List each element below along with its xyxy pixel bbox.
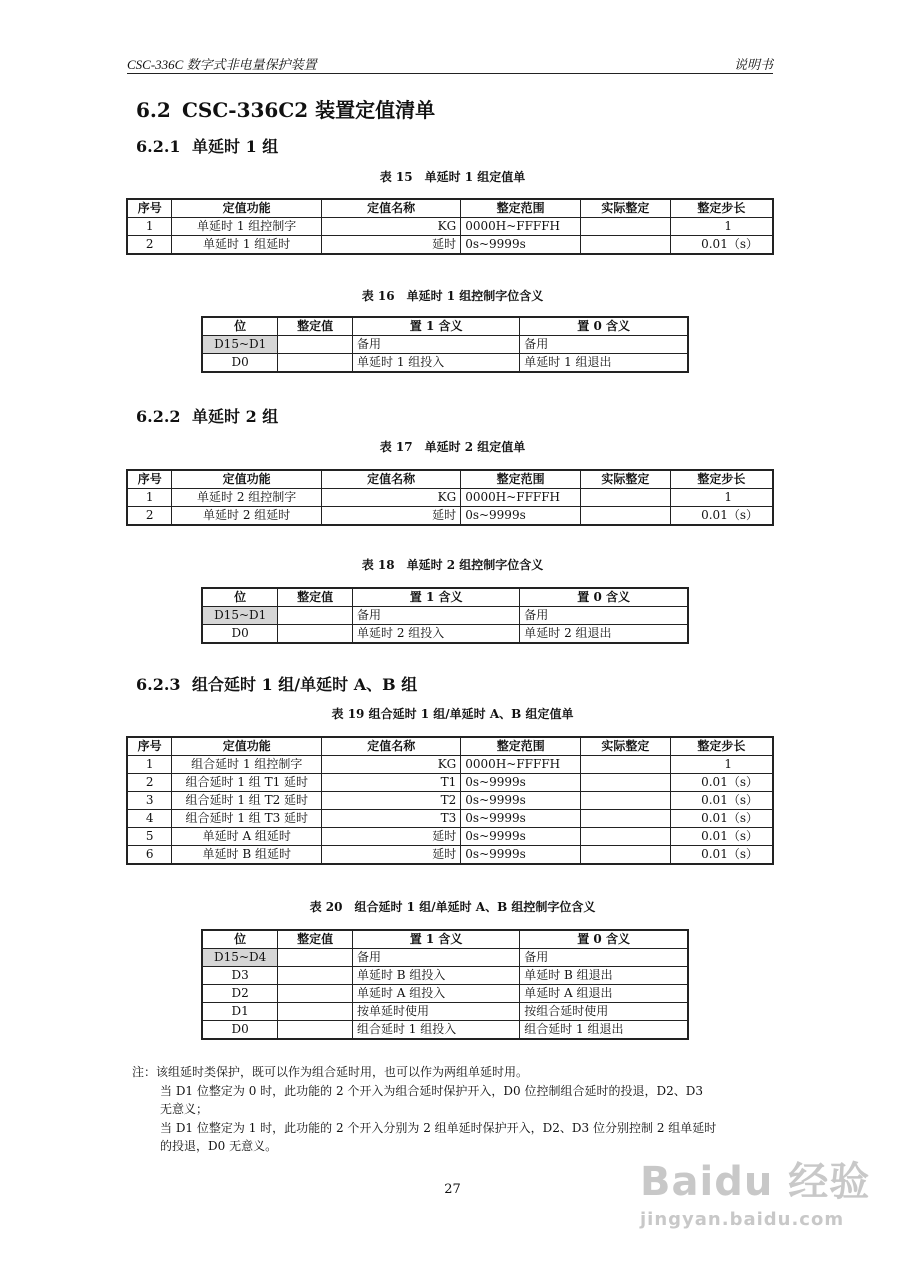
table-caption-18: 表 18 单延时 2 组控制字位含义	[361, 558, 544, 572]
table-row	[202, 985, 688, 1003]
note-line: 注：该组延时类保护，既可以作为组合延时用，也可以作为两组单延时用。	[132, 1065, 529, 1079]
cell-range: 0s~9999s	[461, 792, 581, 810]
cell-function: 单延时 A 组延时	[172, 828, 322, 846]
cell-set1: 单延时 A 组投入	[352, 985, 519, 1003]
cell-index: 2	[127, 507, 172, 526]
table-caption-16: 表 16 单延时 1 组控制字位含义	[361, 289, 544, 303]
cell-set1: 备用	[352, 949, 519, 967]
cell-actual	[581, 810, 671, 828]
cell-set0: 按组合延时使用	[520, 1003, 688, 1021]
col-header: 置 1 含义	[353, 317, 520, 336]
cell-step: 1	[670, 489, 773, 507]
table-caption-15: 表 15 单延时 1 组定值单	[379, 170, 526, 184]
col-header: 整定范围	[461, 470, 581, 489]
subsection-number: 6.2.2	[136, 407, 181, 426]
cell-index: 1	[127, 489, 172, 507]
cell-value	[278, 949, 353, 967]
col-header: 整定值	[278, 588, 353, 607]
cell-set0: 单延时 B 组退出	[520, 967, 688, 985]
cell-range: 0000H~FFFFH	[461, 489, 581, 507]
cell-bit: D1	[202, 1003, 278, 1021]
cell-step: 0.01（s）	[670, 507, 773, 526]
cell-name: T2	[322, 792, 461, 810]
cell-index: 5	[127, 828, 172, 846]
section-title: CSC-336C2 装置定值清单	[182, 98, 436, 122]
col-header: 定值名称	[321, 470, 460, 489]
cell-actual	[581, 828, 671, 846]
col-header: 整定步长	[670, 737, 773, 756]
cell-set1: 单延时 2 组投入	[353, 625, 520, 644]
cell-actual	[581, 507, 671, 526]
cell-value	[278, 967, 353, 985]
cell-name: KG	[321, 218, 460, 236]
cell-set0: 单延时 2 组退出	[520, 625, 688, 644]
col-header: 置 1 含义	[353, 588, 520, 607]
subsection-number: 6.2.3	[136, 675, 181, 694]
note-line: 无意义；	[160, 1102, 209, 1116]
subsection-heading-3	[136, 672, 417, 695]
cell-range: 0s~9999s	[461, 774, 581, 792]
note-line: 的投退，D0 无意义。	[160, 1139, 278, 1153]
cell-step: 0.01（s）	[670, 236, 773, 255]
cell-set1: 组合延时 1 组投入	[352, 1021, 519, 1040]
cell-value	[278, 625, 353, 644]
table-row	[202, 967, 688, 985]
section-number: 6.2	[136, 98, 171, 122]
table-row	[127, 792, 773, 810]
cell-function: 组合延时 1 组控制字	[172, 756, 322, 774]
col-header: 实际整定	[581, 737, 671, 756]
subsection-title: 单延时 2 组	[192, 407, 279, 426]
cell-actual	[581, 774, 671, 792]
col-header: 整定值	[278, 317, 353, 336]
cell-set1: 按单延时使用	[352, 1003, 519, 1021]
col-header: 位	[202, 930, 278, 949]
page-number: 27	[444, 1182, 461, 1197]
table-header-row	[127, 470, 773, 489]
cell-step: 0.01（s）	[670, 828, 773, 846]
table-caption-19: 表 19 组合延时 1 组/单延时 A、B 组定值单	[331, 707, 574, 721]
cell-index: 1	[127, 756, 172, 774]
col-header: 定值功能	[172, 470, 322, 489]
cell-range: 0000H~FFFFH	[461, 756, 581, 774]
cell-name: KG	[322, 756, 461, 774]
note-line: 当 D1 位整定为 1 时，此功能的 2 个开入分别为 2 组单延时保护开入，D2、D3 位分别控制 2 组单延时	[160, 1120, 717, 1135]
table-row	[202, 336, 688, 354]
cell-set1: 备用	[353, 607, 520, 625]
table-row	[127, 810, 773, 828]
header-title: CSC-336C 数字式非电量保护装置	[127, 57, 317, 72]
cell-bit: D0	[202, 1021, 278, 1040]
table-header-row	[202, 317, 688, 336]
col-header: 序号	[127, 737, 172, 756]
cell-set1: 备用	[353, 336, 520, 354]
table-row	[127, 846, 773, 865]
col-header: 整定范围	[461, 737, 581, 756]
cell-value	[278, 1021, 353, 1040]
table-header-row	[202, 588, 688, 607]
cell-actual	[581, 792, 671, 810]
cell-index: 3	[127, 792, 172, 810]
watermark-logo: Baidu 经验	[640, 1159, 871, 1205]
table-header-row	[202, 930, 688, 949]
cell-bit: D15~D1	[202, 607, 278, 625]
col-header: 整定值	[278, 930, 353, 949]
cell-function: 组合延时 1 组 T2 延时	[172, 792, 322, 810]
cell-step: 1	[670, 218, 773, 236]
section-heading	[136, 94, 435, 123]
cell-step: 0.01（s）	[670, 792, 773, 810]
col-header: 位	[202, 317, 278, 336]
table-row	[202, 1021, 688, 1040]
cell-name: KG	[321, 489, 460, 507]
cell-set0: 单延时 1 组退出	[520, 354, 688, 373]
subsection-title: 单延时 1 组	[192, 137, 279, 156]
table-caption-17: 表 17 单延时 2 组定值单	[379, 440, 526, 454]
cell-actual	[581, 756, 671, 774]
cell-set0: 备用	[520, 949, 688, 967]
cell-set0: 组合延时 1 组退出	[520, 1021, 688, 1040]
cell-range: 0s~9999s	[461, 828, 581, 846]
cell-range: 0s~9999s	[461, 236, 581, 255]
settings-table-17	[126, 469, 774, 526]
cell-name: 延时	[321, 507, 460, 526]
cell-bit: D2	[202, 985, 278, 1003]
cell-range: 0s~9999s	[461, 507, 581, 526]
baidu-watermark	[640, 1150, 890, 1230]
cell-name: 延时	[321, 236, 460, 255]
table-row	[127, 489, 773, 507]
table-header-row	[127, 199, 773, 218]
cell-actual	[581, 489, 671, 507]
cell-range: 0s~9999s	[461, 810, 581, 828]
bit-table-18	[201, 587, 689, 644]
table-row	[202, 949, 688, 967]
cell-actual	[581, 846, 671, 865]
col-header: 定值功能	[172, 199, 322, 218]
cell-name: T1	[322, 774, 461, 792]
cell-step: 1	[670, 756, 773, 774]
bit-table-20	[201, 929, 689, 1040]
col-header: 置 0 含义	[520, 588, 688, 607]
cell-index: 4	[127, 810, 172, 828]
subsection-number: 6.2.1	[136, 137, 181, 156]
cell-actual	[581, 218, 671, 236]
cell-index: 6	[127, 846, 172, 865]
cell-value	[278, 354, 353, 373]
table-row	[127, 756, 773, 774]
table-row	[202, 1003, 688, 1021]
cell-step: 0.01（s）	[670, 810, 773, 828]
cell-function: 单延时 B 组延时	[172, 846, 322, 865]
cell-bit: D15~D1	[202, 336, 278, 354]
table-row	[127, 236, 773, 255]
table-row	[127, 507, 773, 526]
cell-name: 延时	[322, 846, 461, 865]
cell-function: 组合延时 1 组 T1 延时	[172, 774, 322, 792]
cell-name: T3	[322, 810, 461, 828]
cell-set0: 单延时 A 组退出	[520, 985, 688, 1003]
subsection-title: 组合延时 1 组/单延时 A、B 组	[192, 675, 418, 694]
table-caption-20: 表 20 组合延时 1 组/单延时 A、B 组控制字位含义	[309, 900, 596, 914]
header-rule	[127, 73, 773, 74]
cell-bit: D0	[202, 625, 278, 644]
cell-set1: 单延时 B 组投入	[352, 967, 519, 985]
col-header: 定值名称	[322, 737, 461, 756]
cell-bit: D15~D4	[202, 949, 278, 967]
cell-index: 1	[127, 218, 172, 236]
table-row	[127, 828, 773, 846]
col-header: 位	[202, 588, 278, 607]
col-header: 序号	[127, 470, 172, 489]
page-header	[127, 54, 773, 73]
col-header: 定值功能	[172, 737, 322, 756]
cell-value	[278, 607, 353, 625]
col-header: 实际整定	[581, 470, 671, 489]
cell-step: 0.01（s）	[670, 846, 773, 865]
cell-value	[278, 1003, 353, 1021]
table-row	[202, 625, 688, 644]
cell-value	[278, 985, 353, 1003]
table-row	[127, 218, 773, 236]
settings-table-19	[126, 736, 774, 865]
bit-table-16	[201, 316, 689, 373]
cell-function: 单延时 1 组控制字	[172, 218, 322, 236]
cell-function: 组合延时 1 组 T3 延时	[172, 810, 322, 828]
table-header-row	[127, 737, 773, 756]
col-header: 实际整定	[581, 199, 671, 218]
cell-set0: 备用	[520, 336, 688, 354]
col-header: 序号	[127, 199, 172, 218]
settings-table-15	[126, 198, 774, 255]
cell-function: 单延时 1 组延时	[172, 236, 322, 255]
cell-index: 2	[127, 774, 172, 792]
table-row	[202, 607, 688, 625]
cell-set1: 单延时 1 组投入	[353, 354, 520, 373]
cell-function: 单延时 2 组延时	[172, 507, 322, 526]
cell-set0: 备用	[520, 607, 688, 625]
cell-step: 0.01（s）	[670, 774, 773, 792]
subsection-heading-2	[136, 404, 278, 427]
col-header: 置 0 含义	[520, 930, 688, 949]
cell-function: 单延时 2 组控制字	[172, 489, 322, 507]
table-row	[127, 774, 773, 792]
cell-bit: D0	[202, 354, 278, 373]
watermark-url: jingyan.baidu.com	[640, 1209, 845, 1230]
subsection-heading-1	[136, 134, 278, 157]
cell-value	[278, 336, 353, 354]
cell-range: 0000H~FFFFH	[461, 218, 581, 236]
cell-range: 0s~9999s	[461, 846, 581, 865]
col-header: 定值名称	[321, 199, 460, 218]
cell-name: 延时	[322, 828, 461, 846]
col-header: 整定步长	[670, 199, 773, 218]
col-header: 置 1 含义	[352, 930, 519, 949]
cell-actual	[581, 236, 671, 255]
cell-bit: D3	[202, 967, 278, 985]
header-doc-type: 说明书	[733, 57, 773, 72]
footnote	[132, 1063, 782, 1156]
col-header: 整定范围	[461, 199, 581, 218]
col-header: 整定步长	[670, 470, 773, 489]
col-header: 置 0 含义	[520, 317, 688, 336]
cell-index: 2	[127, 236, 172, 255]
table-row	[202, 354, 688, 373]
note-line: 当 D1 位整定为 0 时，此功能的 2 个开入为组合延时保护开入，D0 位控制组合延时的投退，D2、D3	[160, 1083, 703, 1098]
